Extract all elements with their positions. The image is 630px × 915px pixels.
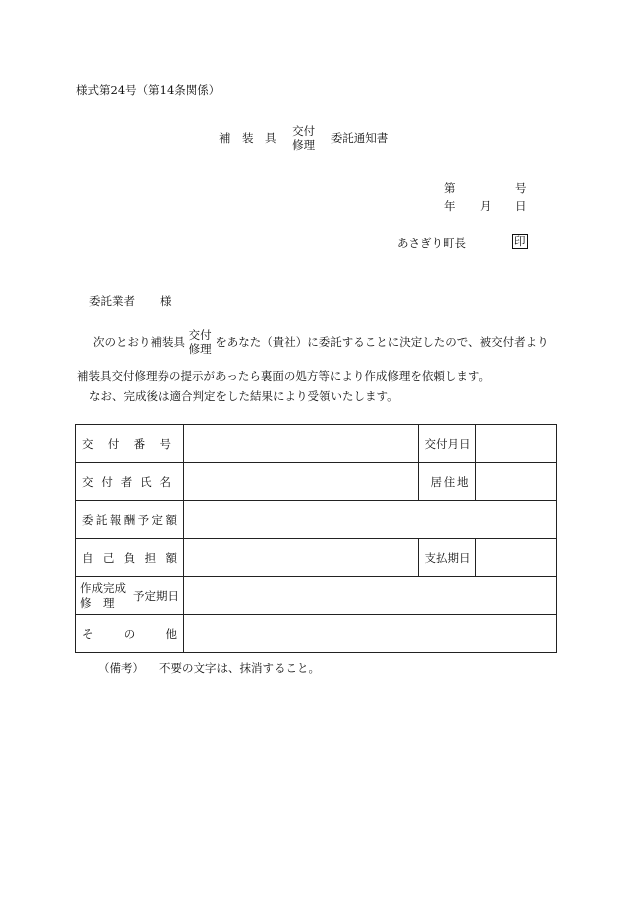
completion-date-label	[76, 577, 184, 615]
payment-date-label: 支 払 期 日	[418, 539, 475, 577]
table-row	[76, 539, 557, 577]
addressee-label: 委託業者	[89, 294, 135, 308]
payment-date-value[interactable]	[475, 539, 557, 577]
body-line-3: なお、完成後は適合判定をした結果により受領いたします。	[89, 389, 399, 403]
table-row	[76, 425, 557, 463]
seal-mark	[512, 234, 528, 249]
residence-label: 居 住 地	[418, 463, 475, 501]
remarks-label: （備考）	[98, 661, 144, 675]
number-go: 号	[515, 181, 527, 195]
body-stack-top: 交付	[188, 328, 212, 342]
title-prefix: 補 装 具	[219, 131, 277, 145]
completion-suffix: 予定期日	[133, 588, 179, 603]
number-dai: 第	[444, 181, 456, 195]
delivery-number-value[interactable]	[184, 425, 419, 463]
remarks-text: 不要の文字は、抹消すること。	[159, 661, 320, 675]
planned-fee-value[interactable]	[184, 501, 557, 539]
planned-fee-label: 委 託 報 酬 予 定 額	[76, 501, 184, 539]
seal-text: 印	[514, 234, 526, 248]
date-year: 年	[444, 199, 456, 213]
other-value[interactable]	[184, 615, 557, 653]
body-line-1-after: をあなた（貴社）に委託することに決定したので、被交付者より	[215, 335, 549, 349]
title-stack-top: 交付	[292, 124, 316, 138]
completion-stack: 作成完成 修 理	[80, 580, 126, 610]
delivery-date-value[interactable]	[475, 425, 557, 463]
delivery-number-label: 交 付 番 号	[76, 425, 184, 463]
self-pay-value[interactable]	[184, 539, 419, 577]
table-row	[76, 615, 557, 653]
commission-table	[75, 424, 557, 653]
body-line-1	[93, 328, 549, 356]
other-label: そ の 他	[76, 615, 184, 653]
addressee-honorific: 様	[160, 294, 172, 308]
document-title	[219, 124, 388, 152]
table-row	[76, 463, 557, 501]
date-day: 日	[515, 199, 527, 213]
delivery-date-label: 交 付 月 日	[418, 425, 475, 463]
residence-value[interactable]	[475, 463, 557, 501]
body-line-1-before: 次のとおり補装具	[93, 335, 185, 349]
date-month: 月	[480, 199, 492, 213]
title-suffix: 委託通知書	[330, 131, 389, 145]
recipient-name-label: 交 付 者 氏 名	[76, 463, 184, 501]
self-pay-label: 自 己 負 担 額	[76, 539, 184, 577]
body-line-1-stack	[189, 328, 212, 356]
form-id: 様式第24号（第14条関係）	[76, 83, 221, 97]
table-row	[76, 501, 557, 539]
body-stack-bottom: 修理	[188, 342, 212, 356]
title-stack-bottom: 修理	[292, 138, 316, 152]
table-row	[76, 577, 557, 615]
issuer-name: あさぎり町長	[397, 236, 466, 250]
recipient-name-value[interactable]	[184, 463, 419, 501]
title-stack	[292, 124, 315, 152]
body-line-2: 補装具交付修理券の提示があったら裏面の処方等により作成修理を依頼します。	[77, 369, 490, 383]
completion-date-value[interactable]	[184, 577, 557, 615]
